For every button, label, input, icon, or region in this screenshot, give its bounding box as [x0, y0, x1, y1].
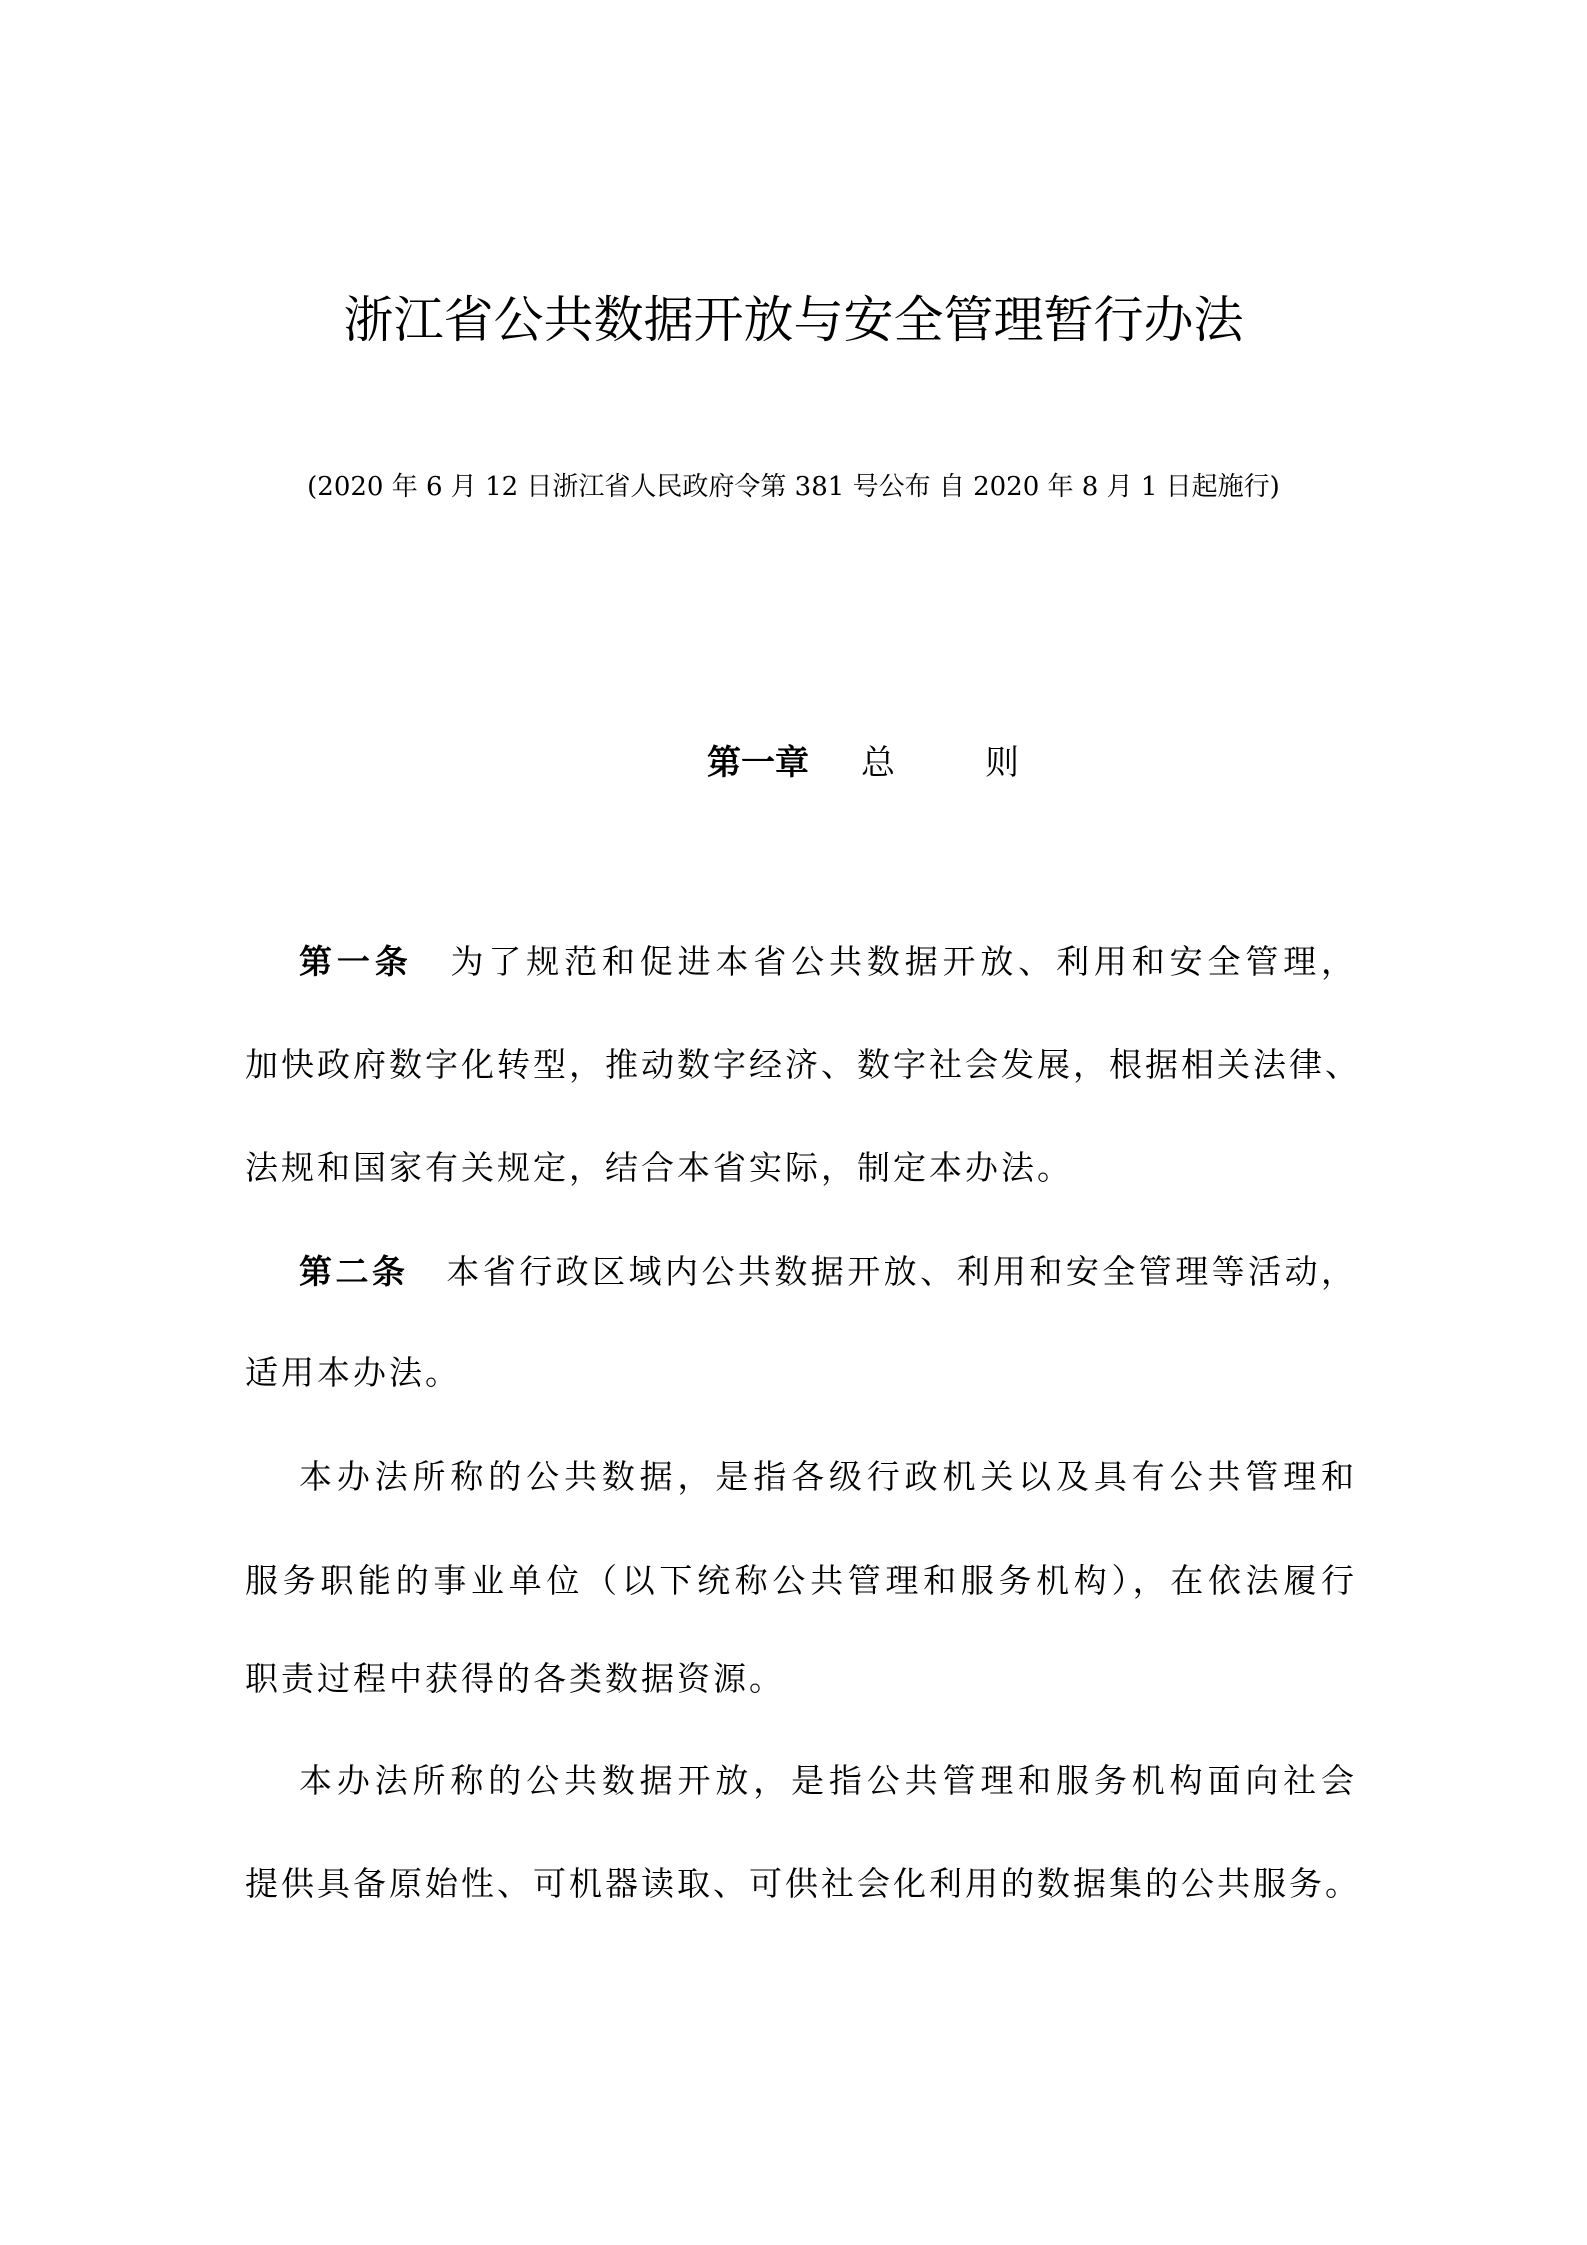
document-subtitle: (2020 年 6 月 12 日浙江省人民政府令第 381 号公布 自 2020 年 8 月 1 日起施行)	[307, 472, 1280, 502]
article-2-line-2: 适用本办法。	[245, 1353, 461, 1392]
article-1-line-1	[299, 936, 1357, 983]
paragraph-2-line-2: 提供具备原始性、可机器读取、可供社会化利用的数据集的公共服务。	[245, 1864, 1361, 1903]
article-2-text: 本省行政区域内公共数据开放、利用和安全管理等活动，	[446, 1252, 1358, 1291]
paragraph-1-line-2: 服务职能的事业单位（以下统称公共管理和服务机构），在依法履行	[245, 1561, 1357, 1600]
paragraph-1-line-1: 本办法所称的公共数据，是指各级行政机关以及具有公共管理和	[299, 1457, 1357, 1496]
paragraph-1-line-3: 职责过程中获得的各类数据资源。	[245, 1659, 785, 1698]
chapter-name-2: 则	[985, 743, 1019, 783]
chapter-name-1: 总	[861, 743, 895, 783]
article-1-label: 第一条	[299, 942, 413, 981]
article-1-text: 为了规范和促进本省公共数据开放、利用和安全管理，	[450, 942, 1358, 981]
article-1-line-2: 加快政府数字化转型，推动数字经济、数字社会发展，根据相关法律、	[245, 1045, 1361, 1084]
paragraph-2-line-1: 本办法所称的公共数据开放，是指公共管理和服务机构面向社会	[299, 1761, 1357, 1800]
article-2-label: 第二条	[299, 1252, 409, 1291]
document-title: 浙江省公共数据开放与安全管理暂行办法	[343, 291, 1244, 349]
chapter-heading	[707, 735, 1019, 784]
article-1-line-3: 法规和国家有关规定，结合本省实际，制定本办法。	[245, 1148, 1073, 1187]
article-2-line-1	[299, 1246, 1357, 1293]
chapter-number: 第一章	[707, 743, 809, 783]
